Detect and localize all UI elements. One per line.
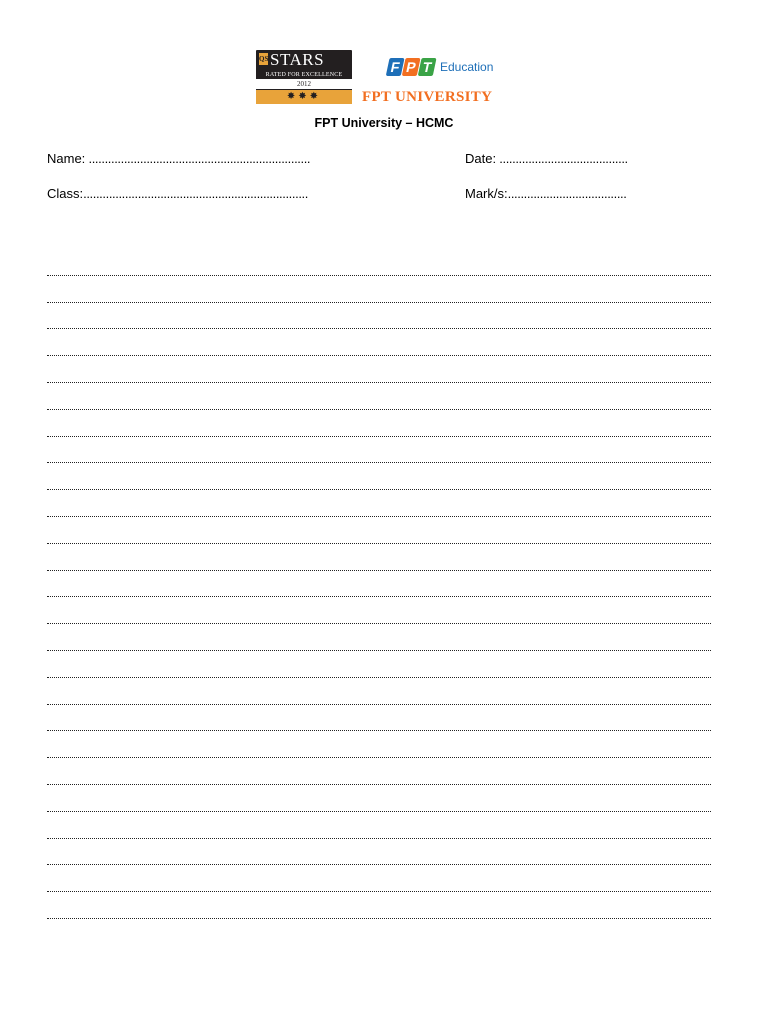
- answer-line[interactable]: [47, 397, 711, 424]
- header-logos: [256, 50, 516, 106]
- date-field[interactable]: [465, 151, 628, 167]
- stars-year: 2012: [256, 79, 352, 89]
- answer-lines[interactable]: [47, 263, 711, 933]
- answer-line[interactable]: [47, 906, 711, 933]
- answer-line[interactable]: [47, 799, 711, 826]
- answer-line[interactable]: [47, 638, 711, 665]
- date-label: Date:: [465, 151, 497, 166]
- marks-label: Mark/s:: [465, 186, 508, 201]
- answer-line[interactable]: [47, 558, 711, 585]
- fpt-letter-f: F: [389, 59, 402, 75]
- answer-line[interactable]: [47, 343, 711, 370]
- answer-line[interactable]: [47, 719, 711, 746]
- fpt-logo-icon: [386, 56, 438, 78]
- fpt-letter-t: T: [421, 59, 434, 75]
- answer-line[interactable]: [47, 585, 711, 612]
- answer-line[interactable]: [47, 317, 711, 344]
- class-label: Class:: [47, 186, 84, 201]
- answer-line[interactable]: [47, 370, 711, 397]
- answer-line[interactable]: [47, 531, 711, 558]
- name-label: Name:: [47, 151, 86, 166]
- class-field[interactable]: [47, 186, 308, 202]
- answer-line[interactable]: [47, 611, 711, 638]
- name-field[interactable]: [47, 151, 310, 167]
- date-blank[interactable]: ........................................: [496, 151, 628, 166]
- answer-line[interactable]: [47, 424, 711, 451]
- marks-blank[interactable]: .....................................: [507, 186, 627, 201]
- fpt-letter-p: P: [404, 59, 418, 75]
- stars-subtitle: RATED FOR EXCELLENCE: [265, 72, 343, 78]
- answer-line[interactable]: [47, 692, 711, 719]
- stars-title: STARS: [270, 50, 325, 69]
- answer-line[interactable]: [47, 772, 711, 799]
- qs-stars-badge: [256, 50, 352, 104]
- fpt-university-label: FPT UNIVERSITY: [362, 89, 493, 105]
- fpt-education-label: Education: [440, 60, 494, 74]
- marks-field[interactable]: [465, 186, 626, 202]
- class-blank[interactable]: ......................................................................: [83, 186, 308, 201]
- answer-line[interactable]: [47, 504, 711, 531]
- stars-rating-icons: ✸✸✸: [256, 90, 352, 104]
- answer-line[interactable]: [47, 745, 711, 772]
- answer-line[interactable]: [47, 853, 711, 880]
- campus-title: FPT University – HCMC: [314, 116, 454, 130]
- answer-line[interactable]: [47, 477, 711, 504]
- answer-line[interactable]: [47, 290, 711, 317]
- answer-line[interactable]: [47, 879, 711, 906]
- answer-line[interactable]: [47, 665, 711, 692]
- qs-label: QS: [259, 55, 269, 63]
- answer-line[interactable]: [47, 263, 711, 290]
- answer-line[interactable]: [47, 451, 711, 478]
- answer-line[interactable]: [47, 826, 711, 853]
- name-blank[interactable]: .....................................................................: [85, 151, 311, 166]
